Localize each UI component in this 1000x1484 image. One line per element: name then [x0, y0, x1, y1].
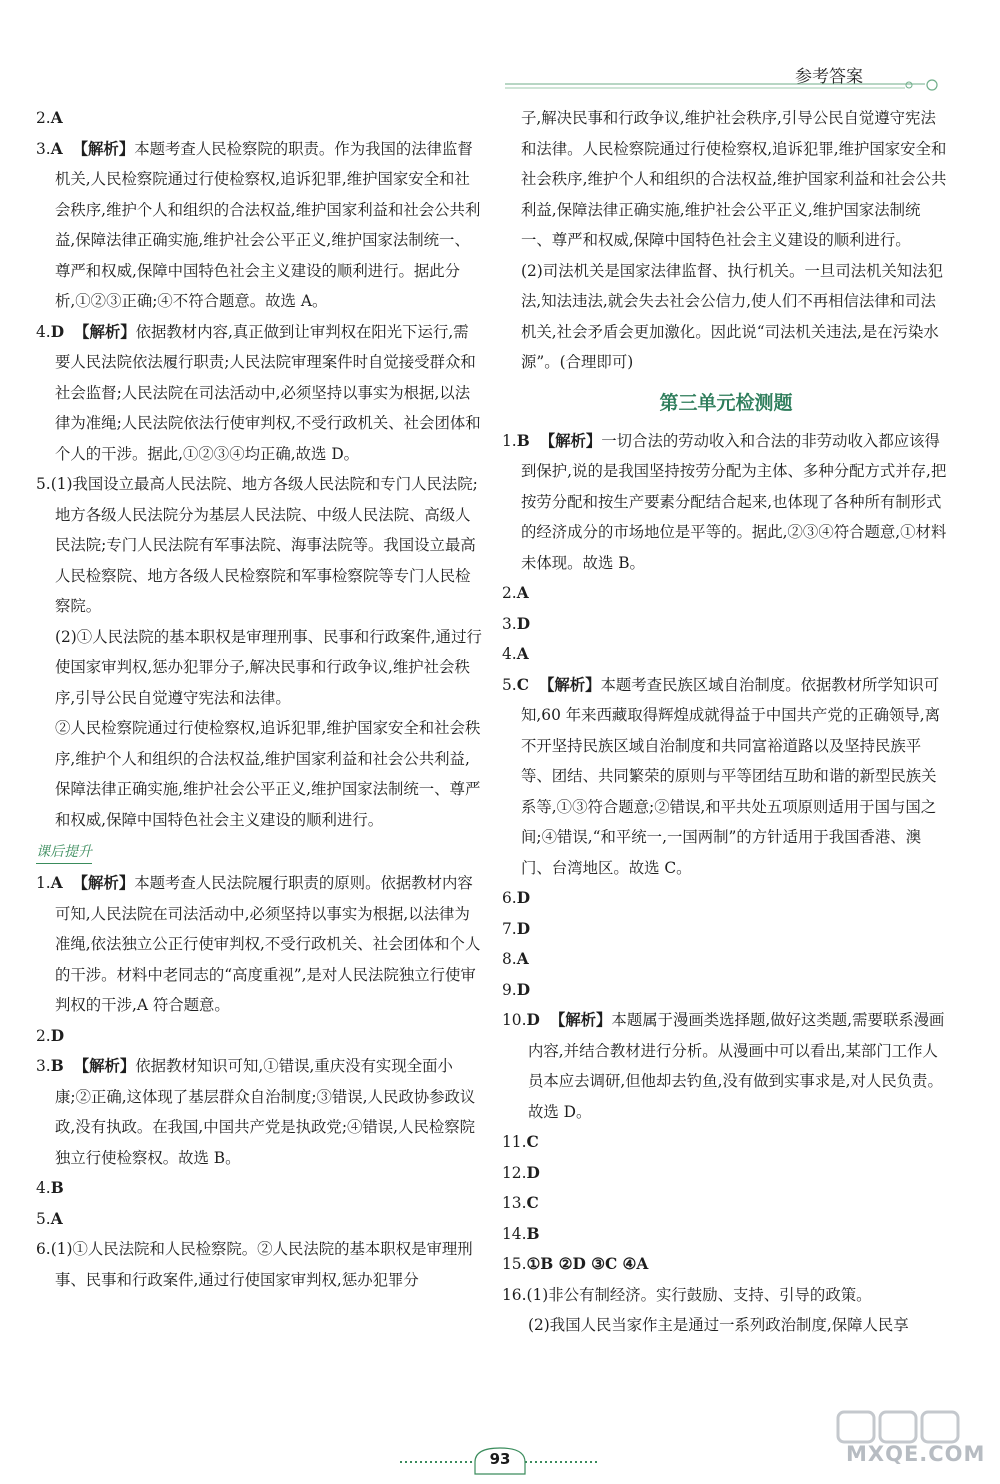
- answer-item: [36, 622, 482, 714]
- answer-letter: C: [526, 1133, 539, 1151]
- answer-letter: B: [50, 1179, 64, 1197]
- answer-number: 16.: [502, 1285, 527, 1304]
- answer-item: [502, 1188, 950, 1219]
- answer-item: [502, 1280, 950, 1311]
- answer-number: 1.: [36, 874, 51, 892]
- answer-text: (2)我国人民当家作主是通过一系列政治制度,保障人民享: [528, 1316, 909, 1334]
- answer-number: 8.: [502, 950, 517, 968]
- left-column: [36, 103, 482, 1295]
- answer-number: 5.: [502, 675, 517, 694]
- header-decoration: [505, 74, 945, 98]
- analysis-tag: 【解析】: [72, 139, 135, 158]
- answer-letter: D: [50, 1026, 65, 1045]
- answer-item: [502, 1127, 950, 1158]
- answer-text: 依据教材知识可知,①错误,重庆没有实现全面小康;②正确,这体现了基层群众自治制度;③错误,人民政协参政议政,没有执政。在我国,中国共产党是执政党;④错误,人民检察院独立行使检察权。故选 B。: [55, 1057, 476, 1167]
- answer-item: [36, 103, 482, 134]
- answer-number: 9.: [502, 980, 517, 999]
- answer-item: [36, 1051, 482, 1173]
- answer-item: [502, 944, 950, 975]
- answer-item: [502, 1005, 950, 1127]
- answer-number: 11.: [502, 1133, 527, 1151]
- answer-item: [36, 713, 482, 835]
- answer-letter: D: [516, 919, 531, 938]
- answer-number: 3.: [502, 614, 517, 633]
- answer-letter: A: [50, 109, 63, 127]
- answer-letter: D: [516, 980, 531, 999]
- answer-number: 6.: [36, 1240, 51, 1258]
- answer-number: 2.: [36, 109, 51, 127]
- answer-number: 1.: [502, 431, 517, 450]
- answer-item: [502, 103, 950, 256]
- answer-item: [36, 469, 482, 622]
- answer-letter: C: [526, 1194, 539, 1212]
- analysis-tag: 【解析】: [538, 675, 601, 694]
- answer-letter: A: [50, 874, 63, 892]
- answer-number: 2.: [502, 584, 517, 602]
- answer-letter: B: [516, 431, 530, 450]
- answer-number: 15.: [502, 1255, 527, 1273]
- answer-number: 13.: [502, 1194, 527, 1212]
- answer-letter: B: [50, 1057, 64, 1075]
- answer-item: [502, 1219, 950, 1250]
- answer-number: 7.: [502, 919, 517, 938]
- answer-item: [36, 1234, 482, 1295]
- answer-number: 3.: [36, 1057, 51, 1075]
- answer-number: 4.: [502, 645, 517, 663]
- answer-letter: ①B ②D ③C ④A: [526, 1255, 649, 1273]
- right-column: [502, 103, 950, 1341]
- answer-text: (2)司法机关是国家法律监督、执行机关。一旦司法机关知法犯法,知法违法,就会失去社会公信力,使人们不再相信法律和司法机关,社会矛盾会更加激化。因此说“司法机关违法,是在污染水源”。(合理即可): [521, 261, 943, 371]
- answer-number: 4.: [36, 1179, 51, 1197]
- answer-text: 本题考查人民法院履行职责的原则。依据教材内容可知,人民法院在司法活动中,必须坚持以事实为根据,以法律为准绳,依法独立公正行使审判权,不受行政机关、社会团体和个人的干涉。材料中老同志的“高度重视”,是对人民法院独立行使审判权的干涉,A 符合题意。: [55, 874, 481, 1014]
- answer-number: 12.: [502, 1163, 527, 1182]
- answer-number: 3.: [36, 139, 51, 158]
- answer-letter: A: [516, 950, 529, 968]
- answer-item: [502, 914, 950, 945]
- answer-number: 6.: [502, 889, 517, 907]
- answer-item: [502, 975, 950, 1006]
- answer-number: 10.: [502, 1011, 527, 1029]
- analysis-tag: 【解析】: [74, 322, 136, 341]
- answer-letter: A: [50, 1209, 63, 1228]
- answer-text: 本题考查民族区域自治制度。依据教材所学知识可知,60 年来西藏取得辉煌成就得益于中国共产党的正确领导,离不开坚持民族区域自治制度和共同富裕道路以及坚持民族平等、团结、共同繁荣的原则与平等团结互助和谐的新型民族关系等,①③符合题意;②错误,和平共处五项原则适用于国与国之间;④错误,“和平统一,一国两制”的方针适用于我国香港、澳门、台湾地区。故选 C。: [521, 675, 941, 877]
- answer-text: 子,解决民事和行政争议,维护社会秩序,引导公民自觉遵守宪法和法律。人民检察院通过行使检察权,追诉犯罪,维护国家安全和社会秩序,维护个人和组织的合法权益,维护国家利益和社会公共利益,保障法律正确实施,维护社会公平正义,维护国家法制统一、尊严和权威,保障中国特色社会主义建设的顺利进行。: [521, 109, 947, 249]
- answer-item: [502, 639, 950, 670]
- answer-text: 本题属于漫画类选择题,做好这类题,需要联系漫画内容,并结合教材进行分析。从漫画中可以看出,某部门工作人员本应去调研,但他却去钓鱼,没有做到实事求是,对人民负责。故选 D。: [528, 1011, 945, 1121]
- answer-letter: C: [516, 675, 529, 694]
- answer-text: (2)①人民法院的基本职权是审理刑事、民事和行政案件,通过行使国家审判权,惩办犯罪分子,解决民事和行政争议,维护社会秩序,引导公民自觉遵守宪法和法律。: [55, 627, 482, 707]
- answer-item: [502, 609, 950, 640]
- answer-number: 2.: [36, 1026, 51, 1045]
- watermark-text: MXQE.COM: [846, 1442, 986, 1466]
- answer-item: [502, 256, 950, 378]
- analysis-tag: 【解析】: [539, 431, 602, 450]
- answer-item: [502, 1310, 950, 1341]
- answer-item: [502, 578, 950, 609]
- answer-number: 4.: [36, 322, 51, 341]
- answer-item: [36, 134, 482, 317]
- answer-letter: D: [516, 614, 531, 633]
- analysis-tag: 【解析】: [549, 1011, 612, 1029]
- page-number: 93: [489, 1450, 511, 1468]
- section-title: 第三单元检测题: [659, 391, 793, 414]
- answer-item: [36, 1204, 482, 1235]
- answer-letter: B: [526, 1224, 540, 1243]
- analysis-tag: 【解析】: [72, 874, 135, 892]
- answer-letter: D: [526, 1011, 540, 1029]
- analysis-tag: 【解析】: [73, 1057, 136, 1075]
- answer-item: [36, 1021, 482, 1052]
- answer-letter: D: [526, 1163, 540, 1182]
- answer-number: 5.: [36, 475, 51, 493]
- answer-text: ②人民检察院通过行使检察权,追诉犯罪,维护国家安全和社会秩序,维护个人和组织的合法权益,维护国家利益和社会公共利益,保障法律正确实施,维护社会公平正义,维护国家法制统一、尊严和权威,保障中国特色社会主义建设的顺利进行。: [55, 719, 481, 829]
- answer-letter: A: [516, 584, 529, 602]
- answer-letter: D: [516, 889, 531, 907]
- answer-letter: D: [50, 322, 65, 341]
- answer-text: 依据教材内容,真正做到让审判权在阳光下运行,需要人民法院依法履行职责;人民法院审理案件时自觉接受群众和社会监督;人民法院在司法活动中,必须坚持以事实为根据,以法律为准绳;人民法院依法行使审判权,不受行政机关、社会团体和个人的干涉。据此,①②③④均正确,故选 D。: [55, 322, 481, 463]
- answer-item: [502, 670, 950, 884]
- header-title: 参考答案: [795, 67, 863, 87]
- answer-item: [36, 868, 482, 1021]
- answer-letter: A: [50, 139, 63, 158]
- answer-item: [36, 317, 482, 470]
- answer-number: 14.: [502, 1224, 527, 1243]
- answer-text: (1)非公有制经济。实行鼓励、支持、引导的政策。: [526, 1285, 872, 1304]
- answer-text: 一切合法的劳动收入和合法的非劳动收入都应该得到保护,说的是我国坚持按劳分配为主体、多种分配方式并存,把按劳分配和按生产要素分配结合起来,也体现了各种所有制形式的经济成分的市场地位是平等的。据此,②③④符合题意,①材料未体现。故选 B。: [521, 431, 947, 572]
- answer-text: (1)①人民法院和人民检察院。②人民法院的基本职权是审理刑事、民事和行政案件,通过行使国家审判权,惩办犯罪分: [50, 1240, 473, 1289]
- answer-letter: A: [516, 645, 529, 663]
- answer-number: 5.: [36, 1209, 51, 1228]
- answer-item: [36, 1173, 482, 1204]
- answer-item: [502, 1158, 950, 1189]
- subsection-heading: 课后提升: [36, 841, 92, 864]
- answer-item: [502, 1249, 950, 1280]
- subheading-block: [36, 835, 482, 868]
- answer-item: [502, 426, 950, 579]
- answer-text: 本题考查人民检察院的职责。作为我国的法律监督机关,人民检察院通过行使检察权,追诉犯罪,维护国家安全和社会秩序,维护个人和组织的合法权益,维护国家利益和社会公共利益,保障法律正确实施,维护社会公平正义,维护国家法制统一、尊严和权威,保障中国特色社会主义建设的顺利进行。据此分析,①②③正确;④不符合题意。故选 A。: [55, 139, 481, 310]
- answer-item: [502, 883, 950, 914]
- answer-text: (1)我国设立最高人民法院、地方各级人民法院和专门人民法院;地方各级人民法院分为基层人民法院、中级人民法院、高级人民法院;专门人民法院有军事法院、海事法院等。我国设立最高人民检察院、地方各级人民检察院和军事检察院等专门人民检察院。: [50, 475, 478, 615]
